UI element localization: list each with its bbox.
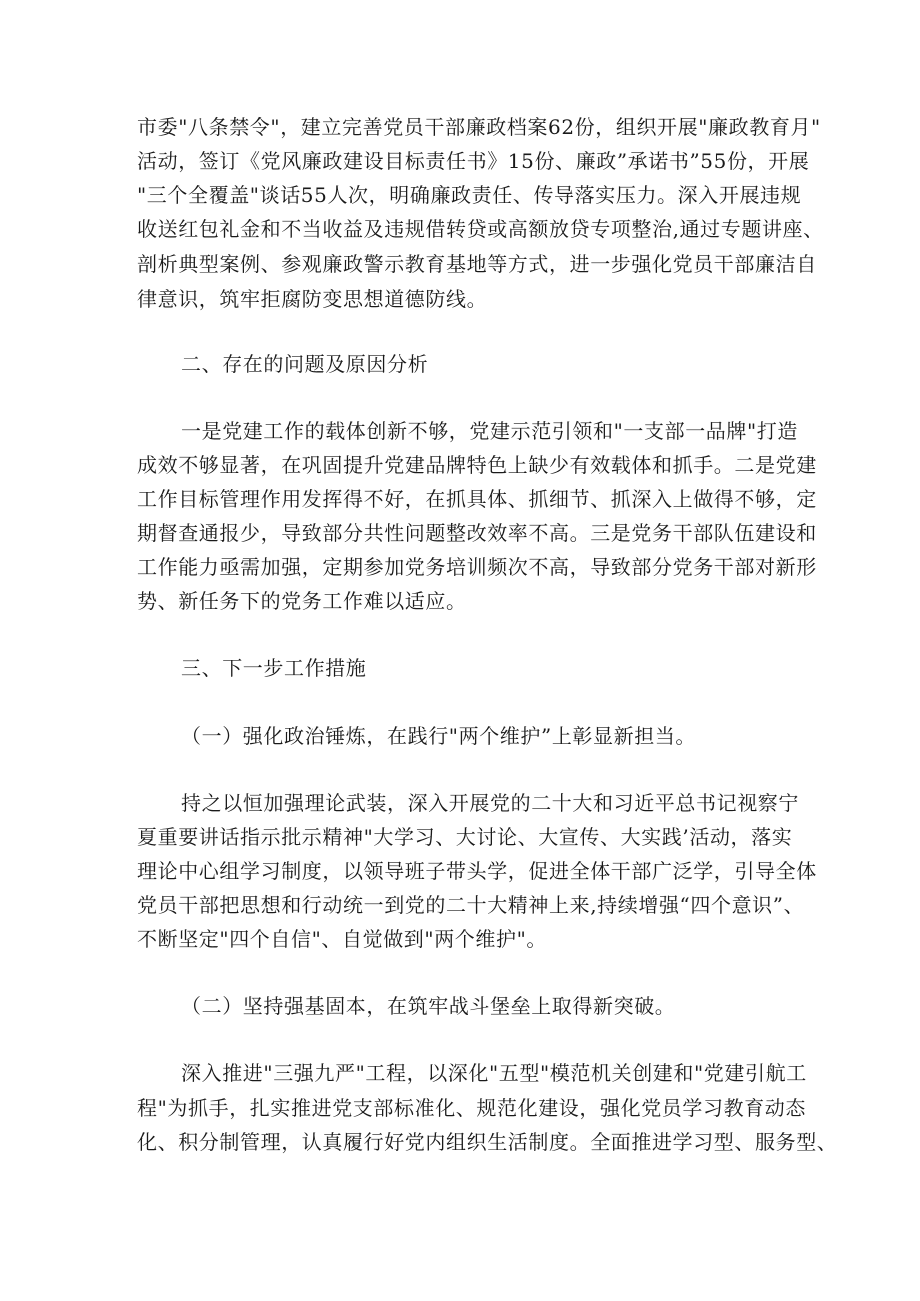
text-line: 不断坚定"四个自信"、自觉做到"两个维护"。 <box>137 927 547 951</box>
text-line: 工作目标管理作用发挥得不好，在抓具体、抓细节、抓深入上做得不够，定 <box>137 487 817 511</box>
text-line: 党员干部把思想和行动统一到党的二十大精神上来,持续增强“四个意识”、 <box>137 893 805 917</box>
text-line: 收送红包礼金和不当收益及违规借转贷或高额放贷专项整治,通过专题讲座、 <box>137 217 824 241</box>
subheading-political-training: （一）强化政治锤炼，在践行"两个维护”上彰显新担当。 <box>181 724 697 748</box>
text-line: 工作能力亟需加强，定期参加党务培训频次不高，导致部分党务干部对新形 <box>137 555 817 579</box>
text-line: 市委"八条禁令"，建立完善党员干部廉政档案62份，组织开展"廉政教育月" <box>137 115 821 139</box>
text-line: 成效不够显著，在巩固提升党建品牌特色上缺少有效载体和抓手。二是党建 <box>137 453 817 477</box>
text-line: 化、积分制管理，认真履行好党内组织生活制度。全面推进学习型、服务型、 <box>137 1130 838 1154</box>
section-heading-next-steps: 三、下一步工作措施 <box>181 656 367 680</box>
text-line: 势、新任务下的党务工作难以适应。 <box>137 589 467 613</box>
text-line: 程"为抓手，扎实推进党支部标准化、规范化建设，强化党员学习教育动态 <box>137 1096 806 1120</box>
text-line: 律意识，筑牢拒腐防变思想道德防线。 <box>137 287 488 311</box>
text-line: 持之以恒加强理论武装，深入开展党的二十大和习近平总书记视察宁 <box>181 791 799 815</box>
text-line: 活动，签订《党风廉政建设目标责任书》15份、廉政”承诺书”55份，开展 <box>137 149 810 173</box>
text-line: 理论中心组学习制度，以领导班子带头学，促进全体干部广泛学，引导全体 <box>137 859 817 883</box>
section-heading-problems: 二、存在的问题及原因分析 <box>181 352 429 376</box>
text-line: 剖析典型案例、参观廉政警示教育基地等方式，进一步强化党员干部廉洁自 <box>137 252 817 276</box>
text-line: 一是党建工作的载体创新不够，党建示范引领和"一支部一品牌"打造 <box>181 419 798 443</box>
text-line: 期督查通报少，导致部分共性问题整改效率不高。三是党务干部队伍建设和 <box>137 521 817 545</box>
text-line: 夏重要讲话指示批示精神"大学习、大讨论、大宣传、大实践’活动，落实 <box>137 825 793 849</box>
subheading-strengthen-foundation: （二）坚持强基固本，在筑牢战斗堡垒上取得新突破。 <box>181 994 676 1018</box>
text-line: 深入推进"三强九严"工程，以深化"五型"模范机关创建和"党建引航工 <box>181 1061 807 1085</box>
text-line: "三个全覆盖"谈话55人次，明确廉政责任、传导落实压力。深入开展违规 <box>137 183 802 207</box>
